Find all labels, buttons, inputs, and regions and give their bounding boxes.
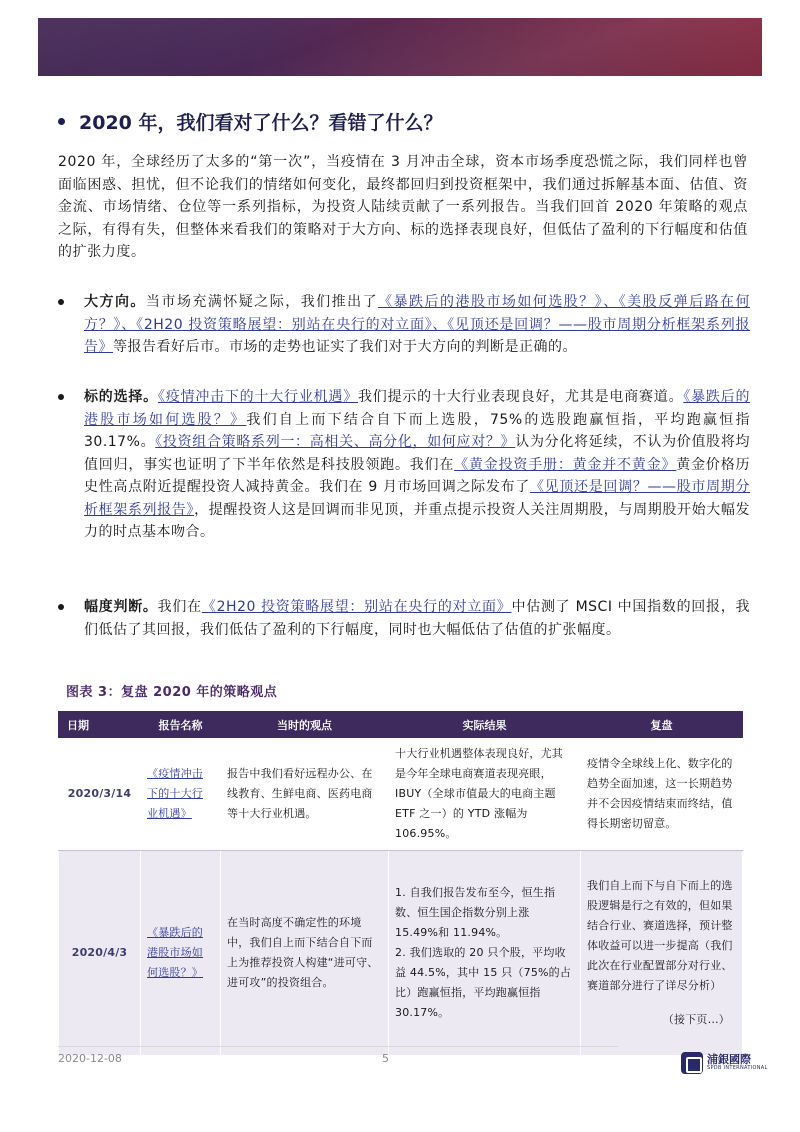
- row-date: 2020/3/14: [59, 738, 141, 851]
- bullet-text: ，提醒投资人这是回调而非见顶，并重点提示投资人关注周期股，与周期股开始大幅发力的时点基本吻合。: [84, 501, 751, 540]
- bullet-text: 等报告看好后市。市场的走势也证实了我们对于大方向的判断是正确的。: [113, 339, 577, 355]
- bullet-magnitude: [58, 596, 750, 641]
- report-link[interactable]: 《疫情冲击下的十大行业机遇》: [157, 389, 358, 405]
- footer-divider: [58, 1046, 618, 1047]
- footer-date: 2020-12-08: [58, 1052, 122, 1065]
- column-header: 日期: [59, 712, 141, 738]
- bullet-dot-icon: [58, 394, 64, 400]
- column-header: 报告名称: [141, 712, 221, 738]
- row-review: 疫情令全球线上化、数字化的趋势全面加速，这一长期趋势并不会因疫情结束而终结，值得长期密切留意。: [581, 738, 743, 851]
- page-number: 5: [382, 1052, 389, 1065]
- intro-paragraph: 2020 年，全球经历了太多的“第一次”，当疫情在 3 月冲击全球，资本市场季度恐慌之际，我们同样也曾面临困惑、担忧，但不论我们的情绪如何变化，最终都回归到投资框架中，我们通过拆解基本面、估值、资金流、市场情绪、仓位等一系列指标，为投资人陆续贡献了一系列报告。当我们回首 2020 年策略的观点之际，有得有失，但整体来看我们的策略对于大方向、标的选择表现良好，但低估了盈利的下行幅度和估值的扩张力度。: [58, 154, 748, 260]
- logo-name: 浦銀國際: [707, 1053, 751, 1066]
- bullet-direction: [58, 291, 750, 359]
- company-logo: [681, 1052, 768, 1074]
- report-link[interactable]: 《投资组合策略系列一：高相关、高分化，如何应对？》: [155, 434, 516, 450]
- bullet-text: 认为分化将延续，不认为价值股将均值回归，事实也证明了下半年依然是科技股领跑。我们在: [84, 434, 750, 473]
- row-result: 1. 自我们报告发布至今，恒生指数、恒生国企指数分别上涨 15.49%和 11.94%。 2. 我们选取的 20 只个股，平均收益 44.5%，其中 15 只（75%的占比）跑赢恒指，平均跑赢恒指 30.17%。: [389, 851, 581, 1056]
- report-link[interactable]: 《见顶还是回调？——股市周期分析框架系列报告》: [84, 479, 751, 518]
- bullet-lead: 大方向。: [84, 294, 146, 310]
- report-link[interactable]: 《暴跌后的港股市场如何选股？》: [84, 389, 751, 428]
- bullet-lead: 标的选择。: [84, 389, 158, 405]
- table-header-row: [59, 712, 743, 738]
- bullet-text: 当市场充满怀疑之际，我们推出了: [145, 294, 379, 310]
- bullet-selection-text: [84, 386, 750, 544]
- bullet-dot-icon: [58, 299, 64, 305]
- row-report-link[interactable]: 《暴跌后的港股市场如何选股？》: [141, 851, 221, 1056]
- row-view: 报告中我们看好远程办公、在线教育、生鲜电商、医药电商等十大行业机遇。: [221, 738, 389, 851]
- report-link[interactable]: 《2H20 投资策略展望：别站在央行的对立面》: [201, 599, 512, 615]
- section-heading: [58, 108, 758, 135]
- report-link[interactable]: 《黄金投资手册：黄金并不黄金》: [454, 456, 677, 473]
- strategy-review-table: [58, 711, 743, 1056]
- bullet-lead: 幅度判断。: [84, 599, 158, 615]
- row-report-link[interactable]: 《疫情冲击下的十大行业机遇》: [141, 738, 221, 851]
- bullet-text: 中估测了 MSCI 中国指数的回报，我们低估了其回报，我们低估了盈利的下行幅度，同时也大幅低估了估值的扩张幅度。: [84, 599, 751, 638]
- logo-mark-icon: [681, 1052, 703, 1074]
- continued-note: （接下页…）: [662, 1013, 730, 1026]
- row-view: 在当时高度不确定性的环境中，我们自上而下结合自下而上为推荐投资人构建“进可守、进可攻”的投资组合。: [221, 851, 389, 1056]
- table-row: [59, 851, 743, 1056]
- column-header: 复盘: [581, 712, 743, 738]
- bullet-text: 我们在: [157, 599, 202, 615]
- row-review-cell: [581, 851, 743, 1056]
- header-banner: [38, 18, 762, 76]
- report-link[interactable]: 《暴跌后的港股市场如何选股？》、《美股反弹后路在何方？》、《2H20 投资策略展望：别站在央行的对立面》、《见顶还是回调？——股市周期分析框架系列报告》: [84, 294, 751, 355]
- heading-text: 2020 年，我们看对了什么？看错了什么？: [79, 112, 443, 134]
- row-review: 我们自上而下与自下而上的选股逻辑是行之有效的，但如果结合行业、赛道选择，预计整体收益可以进一步提高（我们此次在行业配置部分对行业、赛道部分进行了详尽分析）: [587, 879, 733, 992]
- bullet-selection: [58, 386, 750, 544]
- bullet-text: 我们自上而下结合自下而上选股，75%的选股跑赢恒指，平均跑赢恒指 30.17%。: [84, 411, 750, 450]
- bullet-magnitude-text: [84, 596, 750, 641]
- column-header: 实际结果: [389, 712, 581, 738]
- logo-subtitle: SPDB INTERNATIONAL: [707, 1065, 768, 1071]
- column-header: 当时的观点: [221, 712, 389, 738]
- table-row: [59, 738, 743, 851]
- bullet-text: 我们提示的十大行业表现良好，尤其是电商赛道。: [358, 389, 684, 405]
- heading-bullet-icon: [58, 118, 65, 125]
- row-date: 2020/4/3: [59, 851, 141, 1056]
- row-result: 十大行业机遇整体表现良好，尤其是今年全球电商赛道表现亮眼，IBUY（全球市值最大的电商主题 ETF 之一）的 YTD 涨幅为 106.95%。: [389, 738, 581, 851]
- bullet-text: 黄金价格历史性高点附近提醒投资人减持黄金。我们在 9 月市场回调之际发布了: [84, 456, 751, 495]
- figure-title: 图表 3：复盘 2020 年的策略观点: [66, 685, 278, 700]
- bullet-direction-text: [84, 291, 750, 359]
- banner-sheen: [38, 18, 762, 76]
- bullet-dot-icon: [58, 604, 64, 610]
